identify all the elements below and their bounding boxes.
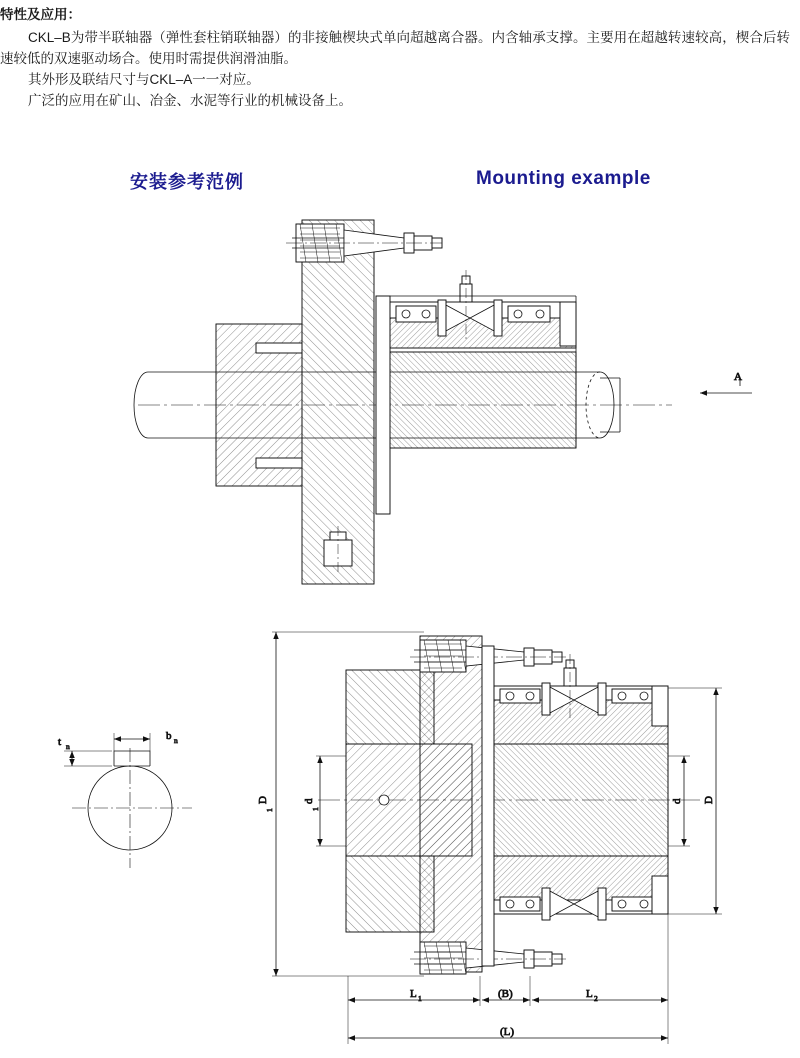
- dim-L-total: [348, 1006, 668, 1044]
- label-keyway-depth-sub: n: [66, 742, 70, 751]
- section-title-row: [0, 168, 800, 194]
- label-L2: L: [586, 988, 593, 1000]
- label-D: D: [703, 796, 715, 804]
- label-L1: L: [410, 988, 417, 1000]
- drawing-svg: [0, 200, 800, 1058]
- keyway-section-view: [58, 730, 192, 868]
- clutch-housing-2: [482, 646, 668, 966]
- label-arrow-a: A: [734, 371, 742, 383]
- label-D1-sub: 1: [265, 808, 274, 812]
- label-L1-sub: 1: [418, 994, 422, 1003]
- dim-d1: [316, 756, 346, 846]
- paragraph-3: 广泛的应用在矿山、冶金、水泥等行业的机械设备上。: [28, 93, 352, 108]
- intro-text-block: [0, 4, 790, 111]
- clutch-housing: [376, 270, 576, 514]
- half-coupling-hub: [216, 220, 374, 584]
- label-keyway-depth: t: [58, 736, 62, 748]
- page-title: 特性及应用：: [0, 7, 81, 22]
- paragraph-1: CKL–B为带半联轴器（弹性套柱销联轴器）的非接触楔块式单向超越离合器。内含轴承支撑。主要用在超越转速较高，楔合后转速较低的双速驱动场合。使用时需提供润滑油脂。: [0, 30, 790, 66]
- label-L-total: (L): [500, 1026, 515, 1038]
- paragraph-2: 其外形及联结尺寸与CKL–A一一对应。: [28, 72, 260, 87]
- dim-keyway-width: [114, 733, 150, 751]
- label-D1: D: [257, 796, 269, 804]
- bottom-assembly-view: [257, 632, 722, 1044]
- label-d: d: [671, 798, 683, 804]
- section-title-en: Mounting example: [476, 168, 651, 189]
- label-keyway-width-sub: n: [174, 736, 178, 745]
- label-L2-sub: 2: [594, 994, 598, 1003]
- label-keyway-width: b: [166, 730, 172, 742]
- label-d1: d: [303, 798, 315, 804]
- label-d1-sub: 1: [311, 807, 320, 811]
- technical-drawing: [0, 200, 800, 1058]
- arrow-a-marker: [700, 380, 752, 393]
- label-B: (B): [498, 988, 513, 1000]
- top-assembly-view: [134, 220, 752, 584]
- section-title-cn: 安装参考范例: [130, 172, 244, 192]
- dim-keyway-depth: [64, 751, 112, 766]
